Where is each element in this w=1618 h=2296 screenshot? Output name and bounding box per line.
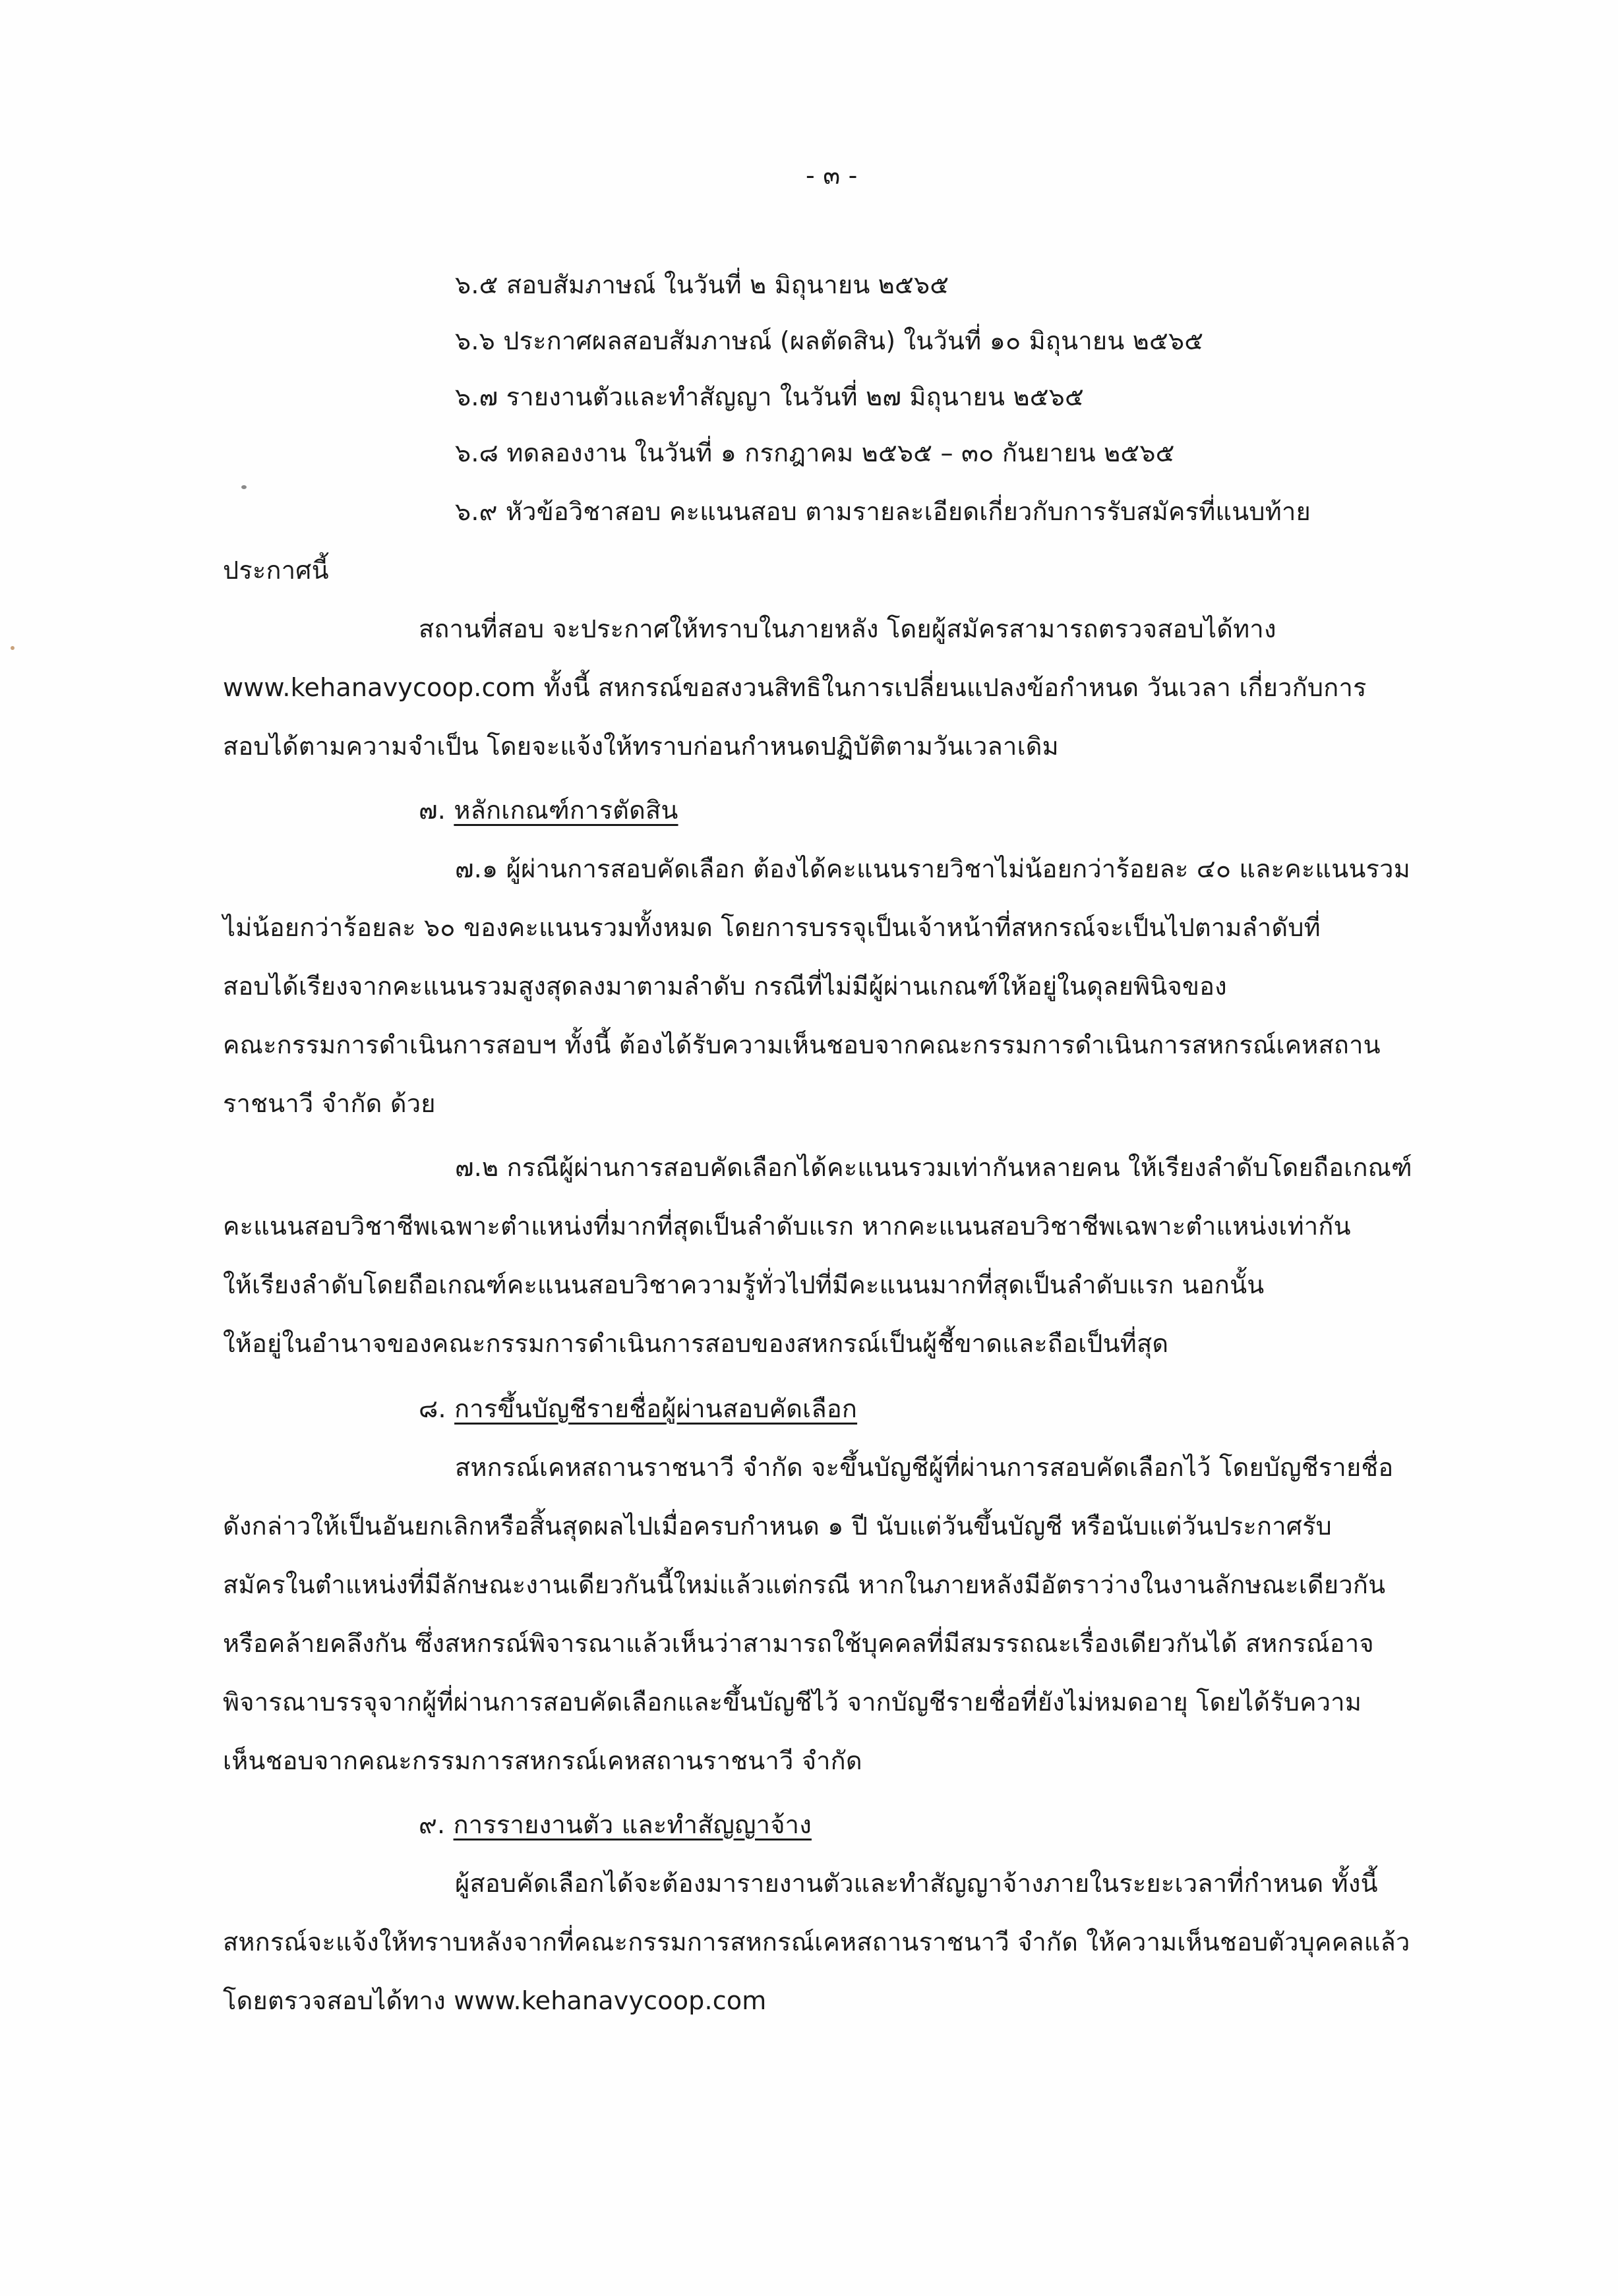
section-8-line-4: หรือคล้ายคลึงกัน ซึ่งสหกรณ์พิจารณาแล้วเห็นว่าสามารถใช้บุคคลที่มีสมรรถณะเรื่องเดียวกันได้ สหกรณ์อาจ	[223, 1629, 1374, 1658]
section-7-2-line-4: ให้อยู่ในอำนาจของคณะกรรมการดำเนินการสอบของสหกรณ์เป็นผู้ชี้ขาดและถือเป็นที่สุด	[223, 1329, 1169, 1358]
exam-place-line-2: www.kehanavycoop.com ทั้งนี้ สหกรณ์ขอสงวนสิทธิในการเปลี่ยนแปลงข้อกำหนด วันเวลา เกี่ยวกับการ	[223, 673, 1367, 702]
section-8-title: การขึ้นบัญชีรายชื่อผู้ผ่านสอบคัดเลือก	[454, 1394, 858, 1423]
schedule-item-6-7: ๖.๗ รายงานตัวและทำสัญญา ในวันที่ ๒๗ มิถุนายน ๒๕๖๕	[455, 382, 1084, 411]
section-7-heading	[419, 790, 678, 830]
page-number: - ๓ -	[806, 161, 858, 190]
section-9-line-2: สหกรณ์จะแจ้งให้ทราบหลังจากที่คณะกรรมการสหกรณ์เคหสถานราชนาวี จำกัด ให้ความเห็นชอบตัวบุคคลแล้ว	[223, 1928, 1410, 1957]
section-9-line-1: ผู้สอบคัดเลือกได้จะต้องมารายงานตัวและทำสัญญาจ้างภายในระยะเวลาที่กำหนด ทั้งนี้	[455, 1869, 1378, 1898]
schedule-item-6-5: ๖.๕ สอบสัมภาษณ์ ในวันที่ ๒ มิถุนายน ๒๕๖๕	[455, 270, 949, 299]
section-9-title: การรายงานตัว และทำสัญญาจ้าง	[453, 1810, 812, 1839]
section-8-line-5: พิจารณาบรรจุจากผู้ที่ผ่านการสอบคัดเลือกและขึ้นบัญชีไว้ จากบัญชีรายชื่อที่ยังไม่หมดอายุ โดยได้รับความ	[223, 1688, 1362, 1717]
section-9-number: ๙.	[419, 1810, 446, 1839]
scan-speck	[241, 485, 247, 489]
section-7-1-line-3: สอบได้เรียงจากคะแนนรวมสูงสุดลงมาตามลำดับ กรณีที่ไม่มีผู้ผ่านเกณฑ์ให้อยู่ในดุลยพินิจของ	[223, 972, 1227, 1001]
schedule-item-6-6: ๖.๖ ประกาศผลสอบสัมภาษณ์ (ผลตัดสิน) ในวันที่ ๑๐ มิถุนายน ๒๕๖๕	[455, 326, 1204, 355]
exam-place-line-3: สอบได้ตามความจำเป็น โดยจะแจ้งให้ทราบก่อนกำหนดปฏิบัติตามวันเวลาเดิม	[223, 732, 1059, 761]
section-8-line-2: ดังกล่าวให้เป็นอันยกเลิกหรือสิ้นสุดผลไปเมื่อครบกำหนด ๑ ปี นับแต่วันขึ้นบัญชี หรือนับแต่วันประกาศรับ	[223, 1512, 1332, 1541]
section-7-1-line-5: ราชนาวี จำกัด ด้วย	[223, 1089, 436, 1118]
exam-place-line-1: สถานที่สอบ จะประกาศให้ทราบในภายหลัง โดยผู้สมัครสามารถตรวจสอบได้ทาง	[419, 614, 1276, 643]
section-7-title: หลักเกณฑ์การตัดสิน	[454, 796, 678, 825]
section-7-1-line-1: ๗.๑ ผู้ผ่านการสอบคัดเลือก ต้องได้คะแนนรายวิชาไม่น้อยกว่าร้อยละ ๔๐ และคะแนนรวม	[455, 854, 1410, 883]
schedule-item-6-8: ๖.๘ ทดลองงาน ในวันที่ ๑ กรกฎาคม ๒๕๖๕ – ๓๐ กันยายน ๒๕๖๕	[455, 438, 1175, 467]
scan-speck	[11, 646, 15, 650]
section-7-number: ๗.	[419, 796, 446, 825]
section-7-1-line-4: คณะกรรมการดำเนินการสอบฯ ทั้งนี้ ต้องได้รับความเห็นชอบจากคณะกรรมการดำเนินการสหกรณ์เคหสถาน	[223, 1030, 1381, 1059]
section-7-2-line-3: ให้เรียงลำดับโดยถือเกณฑ์คะแนนสอบวิชาความรู้ทั่วไปที่มีคะแนนมากที่สุดเป็นลำดับแรก นอกนั้น	[223, 1270, 1265, 1299]
section-7-2-line-1: ๗.๒ กรณีผู้ผ่านการสอบคัดเลือกได้คะแนนรวมเท่ากันหลายคน ให้เรียงลำดับโดยถือเกณฑ์	[455, 1153, 1412, 1182]
section-8-line-1: สหกรณ์เคหสถานราชนาวี จำกัด จะขึ้นบัญชีผู้ที่ผ่านการสอบคัดเลือกไว้ โดยบัญชีรายชื่อ	[455, 1453, 1394, 1482]
schedule-continuation: ประกาศนี้	[223, 556, 329, 585]
section-8-line-6: เห็นชอบจากคณะกรรมการสหกรณ์เคหสถานราชนาวี จำกัด	[223, 1746, 862, 1775]
section-9-heading	[419, 1805, 812, 1844]
section-8-heading	[419, 1389, 857, 1428]
section-7-1-line-2: ไม่น้อยกว่าร้อยละ ๖๐ ของคะแนนรวมทั้งหมด โดยการบรรจุเป็นเจ้าหน้าที่สหกรณ์จะเป็นไปตามลำดับที่	[223, 913, 1321, 942]
section-8-line-3: สมัครในตำแหน่งที่มีลักษณะงานเดียวกันนี้ใหม่แล้วแต่กรณี หากในภายหลังมีอัตราว่างในงานลักษณะเดียวกัน	[223, 1570, 1386, 1599]
section-7-2-line-2: คะแนนสอบวิชาชีพเฉพาะตำแหน่งที่มากที่สุดเป็นลำดับแรก หากคะแนนสอบวิชาชีพเฉพาะตำแหน่งเท่ากัน	[223, 1212, 1351, 1241]
section-9-line-3: โดยตรวจสอบได้ทาง www.kehanavycoop.com	[223, 1986, 767, 2015]
schedule-item-6-9: ๖.๙ หัวข้อวิชาสอบ คะแนนสอบ ตามรายละเอียดเกี่ยวกับการรับสมัครที่แนบท้าย	[455, 497, 1311, 526]
section-8-number: ๘.	[419, 1394, 446, 1423]
